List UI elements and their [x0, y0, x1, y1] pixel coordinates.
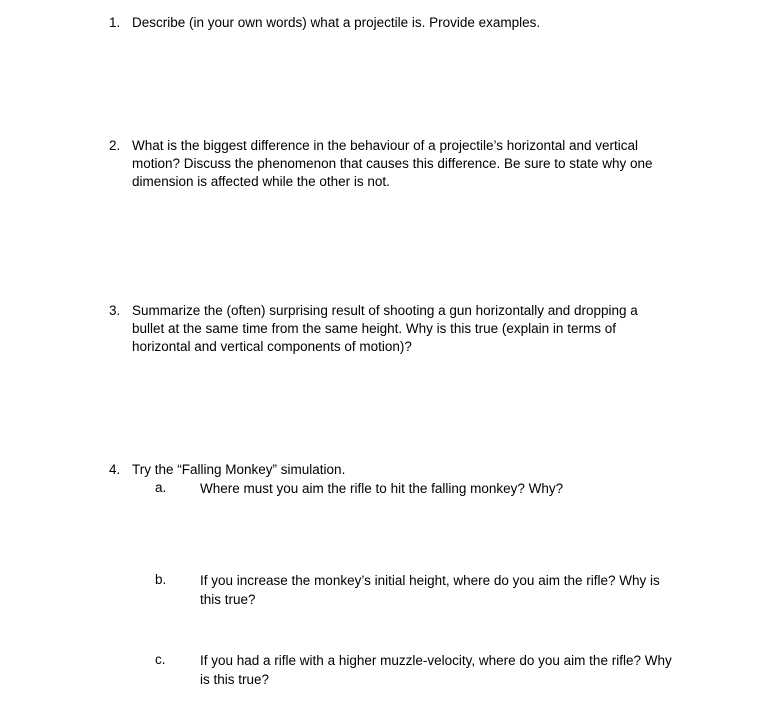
- question-text: Summarize the (often) surprising result of shooting a gun horizontally and dropping a bullet at the same time from the same height. Why is this true (explain in terms of horizontal and vertical components of motion)?: [132, 303, 638, 354]
- question-number: 2.: [109, 138, 121, 153]
- subquestion-text: If you had a rifle with a higher muzzle-velocity, where do you aim the rifle? Why is this true?: [200, 653, 672, 687]
- question-text: Try the “Falling Monkey” simulation.: [132, 462, 346, 477]
- question-text: Describe (in your own words) what a projectile is. Provide examples.: [132, 15, 541, 30]
- subquestion-text: If you increase the monkey’s initial height, where do you aim the rifle? Why is this true?: [200, 573, 660, 607]
- question-number: 4.: [109, 462, 121, 477]
- question-number: 1.: [109, 15, 121, 30]
- subquestion-letter: c.: [155, 652, 166, 667]
- question-number: 3.: [109, 303, 121, 318]
- question-text: What is the biggest difference in the behaviour of a projectile’s horizontal and vertical motion? Discuss the phenomenon that causes this difference. Be sure to state why one dimension is affected while the other is not.: [132, 138, 653, 189]
- subquestion-letter: b.: [155, 572, 167, 587]
- subquestion-letter: a.: [155, 480, 167, 495]
- subquestion-text: Where must you aim the rifle to hit the falling monkey? Why?: [200, 481, 564, 496]
